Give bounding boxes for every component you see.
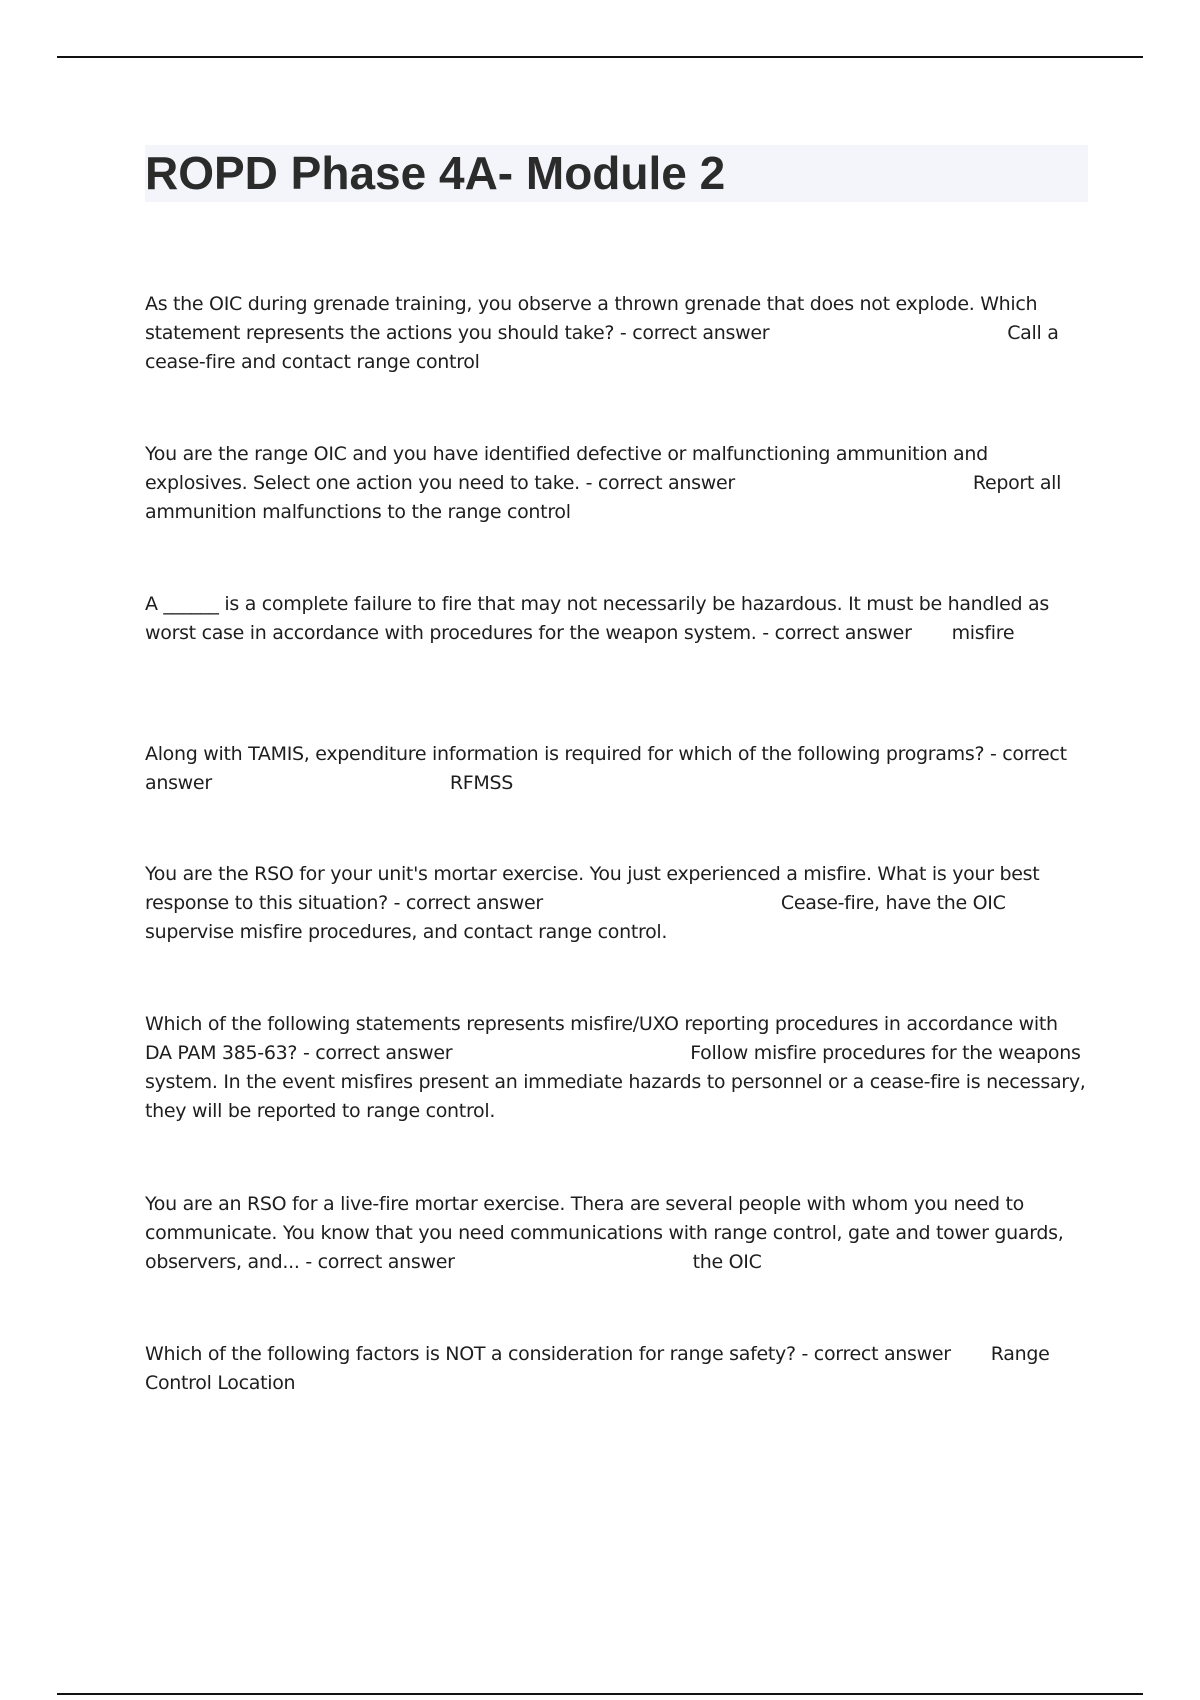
question-text: As the OIC during grenade training, you observe a thrown grenade that does not explode. Which statement represents the actions you should take?	[145, 293, 1038, 344]
bottom-rule	[57, 1693, 1143, 1695]
answer-separator: - correct answer	[756, 622, 912, 644]
qa-item-8	[145, 1340, 1090, 1398]
qa-item-4	[145, 740, 1090, 798]
answer-text: misfire	[951, 622, 1015, 644]
answer-separator: - correct answer	[387, 892, 543, 914]
answer-separator: - correct answer	[795, 1343, 951, 1365]
question-text: You are the range OIC and you have identified defective or malfunctioning ammunition and explosives. Select one action you need to take.	[145, 443, 988, 494]
answer-text: Follow misfire procedures for the weapons system. In the event misfires present an immediate hazards to personnel or a cease-fire is necessary, they will be reported to range control.	[145, 1042, 1086, 1122]
answer-text: RFMSS	[449, 772, 513, 794]
answer-separator: - correct answer	[299, 1251, 455, 1273]
question-text: You are an RSO for a live-fire mortar exercise. Thera are several people with whom you need to communicate. You know that you need communications with range control, gate and tower guards, observers, and...	[145, 1193, 1064, 1273]
qa-item-3	[145, 590, 1090, 648]
question-text: Along with TAMIS, expenditure information is required for which of the following programs?	[145, 743, 985, 765]
answer-text: Range Control Location	[145, 1343, 1050, 1394]
answer-text: Report all ammunition malfunctions to the range control	[145, 472, 1062, 523]
qa-item-7	[145, 1190, 1090, 1277]
page-title: ROPD Phase 4A- Module 2	[145, 147, 726, 199]
question-text: You are the RSO for your unit's mortar exercise. You just experienced a misfire. What is your best response to this situation?	[145, 863, 1040, 914]
answer-text: the OIC	[692, 1251, 762, 1273]
answer-text: Cease-fire, have the OIC supervise misfire procedures, and contact range control.	[145, 892, 1006, 943]
question-text: Which of the following statements represents misfire/UXO reporting procedures in accordance with DA PAM 385-63?	[145, 1013, 1058, 1064]
answer-separator: - correct answer	[579, 472, 735, 494]
answer-separator: - correct answer	[297, 1042, 453, 1064]
answer-text: Call a cease-fire and contact range control	[145, 322, 1059, 373]
answer-separator: - correct answer	[145, 743, 1067, 794]
top-rule	[57, 56, 1143, 58]
qa-item-5	[145, 860, 1090, 947]
question-text: A ______ is a complete failure to fire that may not necessarily be hazardous. It must be handled as worst case in accordance with procedures for the weapon system.	[145, 593, 1049, 644]
qa-item-6	[145, 1010, 1090, 1126]
question-text: Which of the following factors is NOT a consideration for range safety?	[145, 1343, 796, 1365]
qa-item-1	[145, 290, 1090, 377]
qa-item-2	[145, 440, 1090, 527]
answer-separator: - correct answer	[614, 322, 770, 344]
